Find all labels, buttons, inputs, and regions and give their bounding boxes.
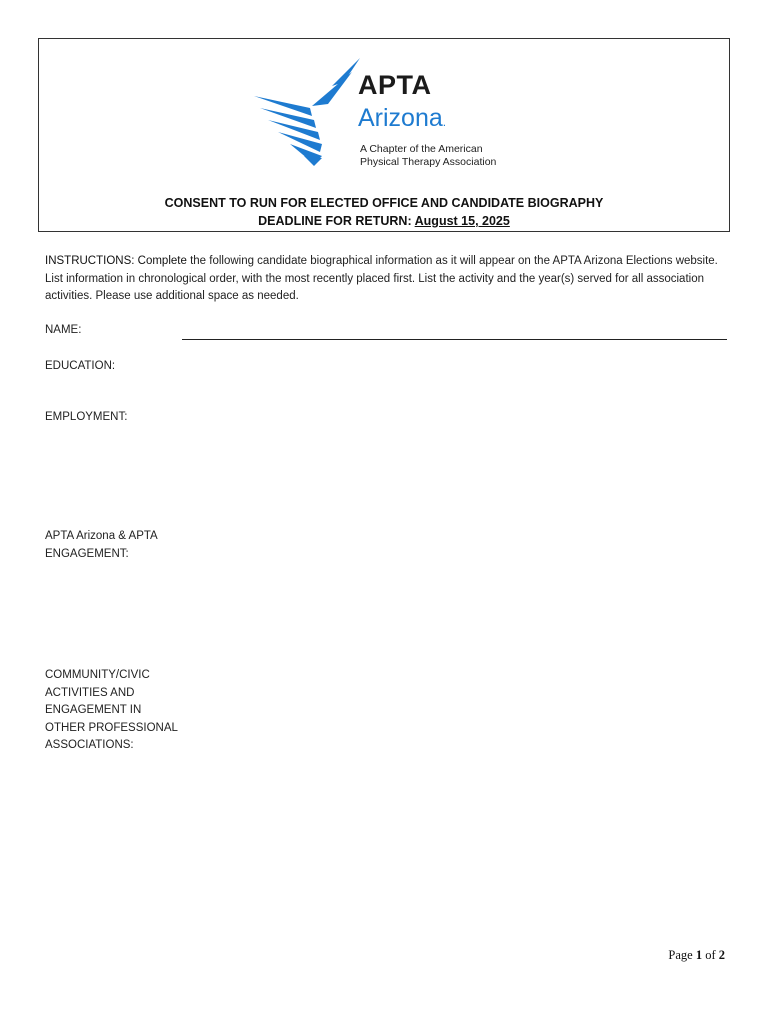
instructions-lead: INSTRUCTIONS: Complete: [45, 255, 187, 267]
education-label: EDUCATION:: [45, 360, 116, 372]
community-activities-label: COMMUNITY/CIVIC ACTIVITIES AND ENGAGEMENT IN OTHER PROFESSIONAL ASSOCIATIONS:: [45, 669, 178, 751]
deadline-label: DEADLINE FOR RETURN:: [258, 214, 412, 228]
name-label: NAME:: [45, 324, 82, 336]
logo-region-text: Arizona.: [358, 104, 447, 132]
instructions-body: the following candidate biographical information as it will appear on the APTA Arizona Elections website. List information in chronological order, with the most recently placed first. List the activity and the year(s) served for all association activities. Please use additional space as needed.: [45, 255, 718, 302]
form-title: CONSENT TO RUN FOR ELECTED OFFICE AND CANDIDATE BIOGRAPHY: [164, 196, 604, 210]
deadline-date: August 15, 2025: [414, 214, 510, 228]
deadline-line: [38, 214, 730, 228]
engagement-label: APTA Arizona & APTA ENGAGEMENT:: [45, 530, 158, 560]
apta-arizona-logo: [252, 58, 542, 170]
logo-tagline: A Chapter of the American Physical Therapy Association: [360, 143, 497, 168]
employment-label: EMPLOYMENT:: [45, 411, 128, 423]
instructions-paragraph: [45, 253, 725, 306]
logo-brand-text: APTA: [358, 70, 432, 100]
logo-wing-icon: [252, 58, 362, 170]
page-number: Page 1 of 2: [668, 948, 725, 962]
name-input-line[interactable]: [182, 339, 727, 340]
